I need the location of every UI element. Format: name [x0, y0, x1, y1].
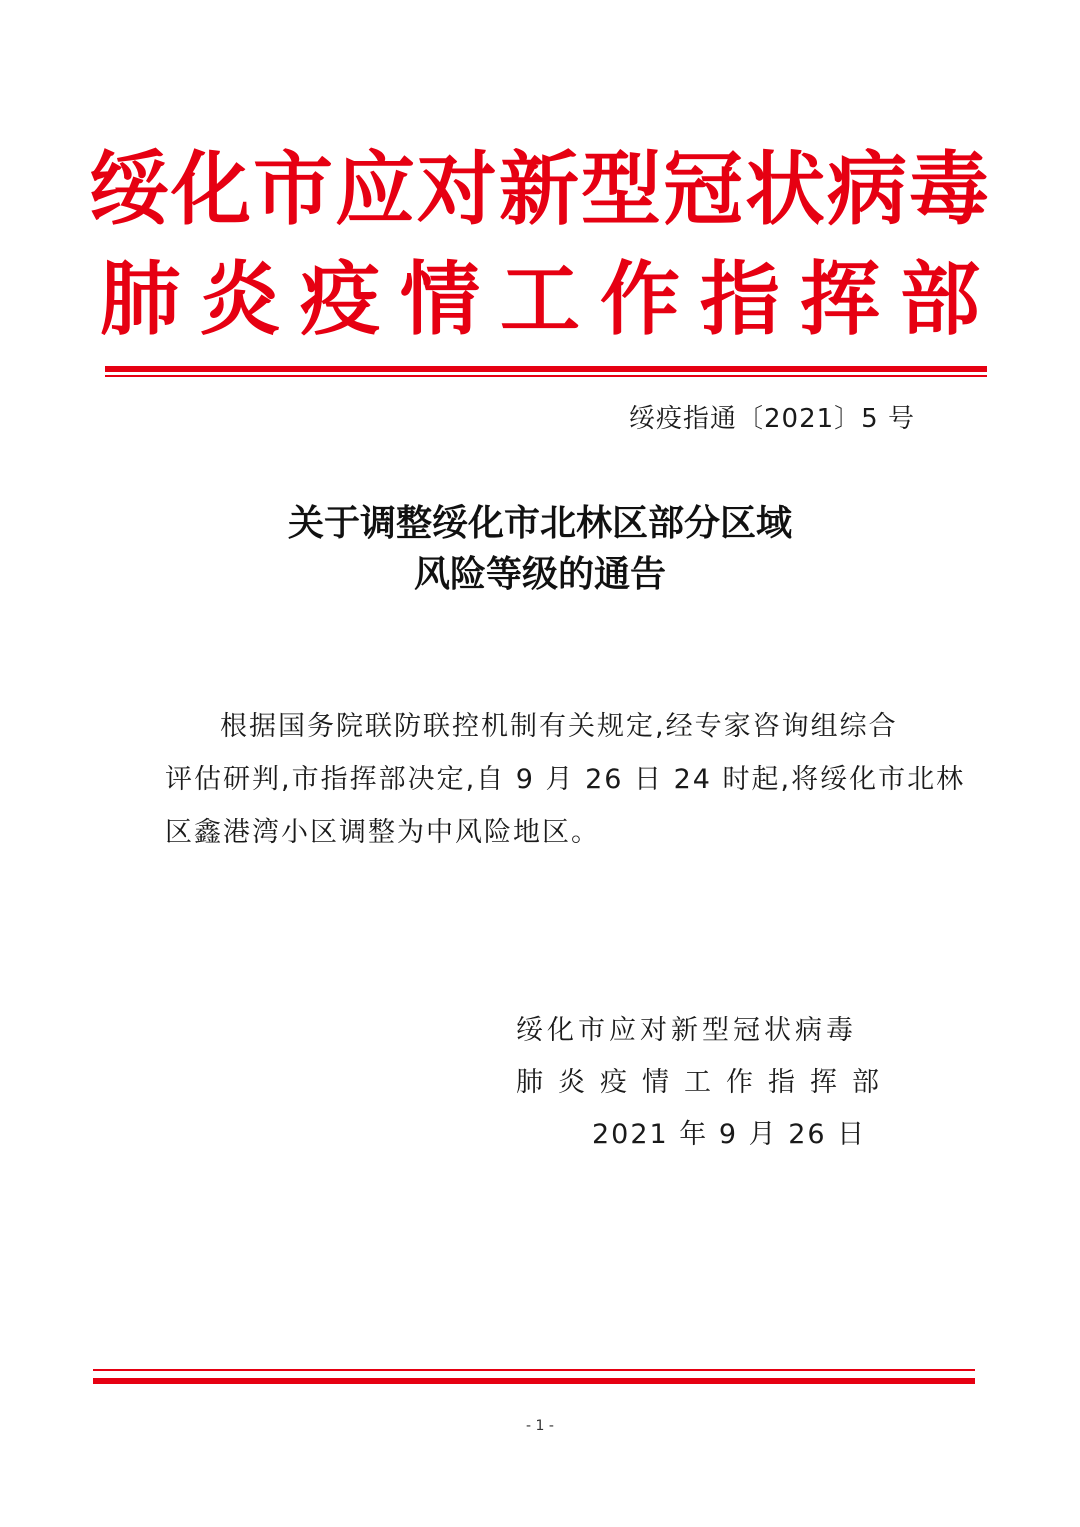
- signature-org-line-1: 绥化市应对新型冠状病毒: [516, 1015, 857, 1046]
- signature-date: 2021 年 9 月 26 日: [592, 1119, 867, 1150]
- issuer-header-line-2: 肺炎疫情工作指挥部: [100, 253, 1000, 346]
- document-title-line-1: 关于调整绥化市北林区部分区域: [287, 502, 792, 544]
- document-title-line-2: 风险等级的通告: [413, 553, 666, 595]
- body-paragraph-line: 评估研判,市指挥部决定,自 9 月 26 日 24 时起,将绥化市北林: [165, 764, 966, 795]
- header-divider-thin: [105, 375, 987, 377]
- footer-divider-thin: [93, 1369, 975, 1371]
- footer-divider-thick: [93, 1378, 975, 1384]
- document-number: 绥疫指通〔2021〕5 号: [629, 404, 915, 434]
- header-divider-thick: [105, 366, 987, 372]
- body-paragraph-line: 区鑫港湾小区调整为中风险地区。: [165, 817, 600, 848]
- page-number: - 1 -: [526, 1418, 554, 1434]
- issuer-header-line-1: 绥化市应对新型冠状病毒: [89, 143, 991, 236]
- signature-org-line-2: 肺炎疫情工作指挥部: [516, 1067, 894, 1098]
- body-paragraph-line: 根据国务院联防联控机制有关规定,经专家咨询组综合: [220, 711, 898, 742]
